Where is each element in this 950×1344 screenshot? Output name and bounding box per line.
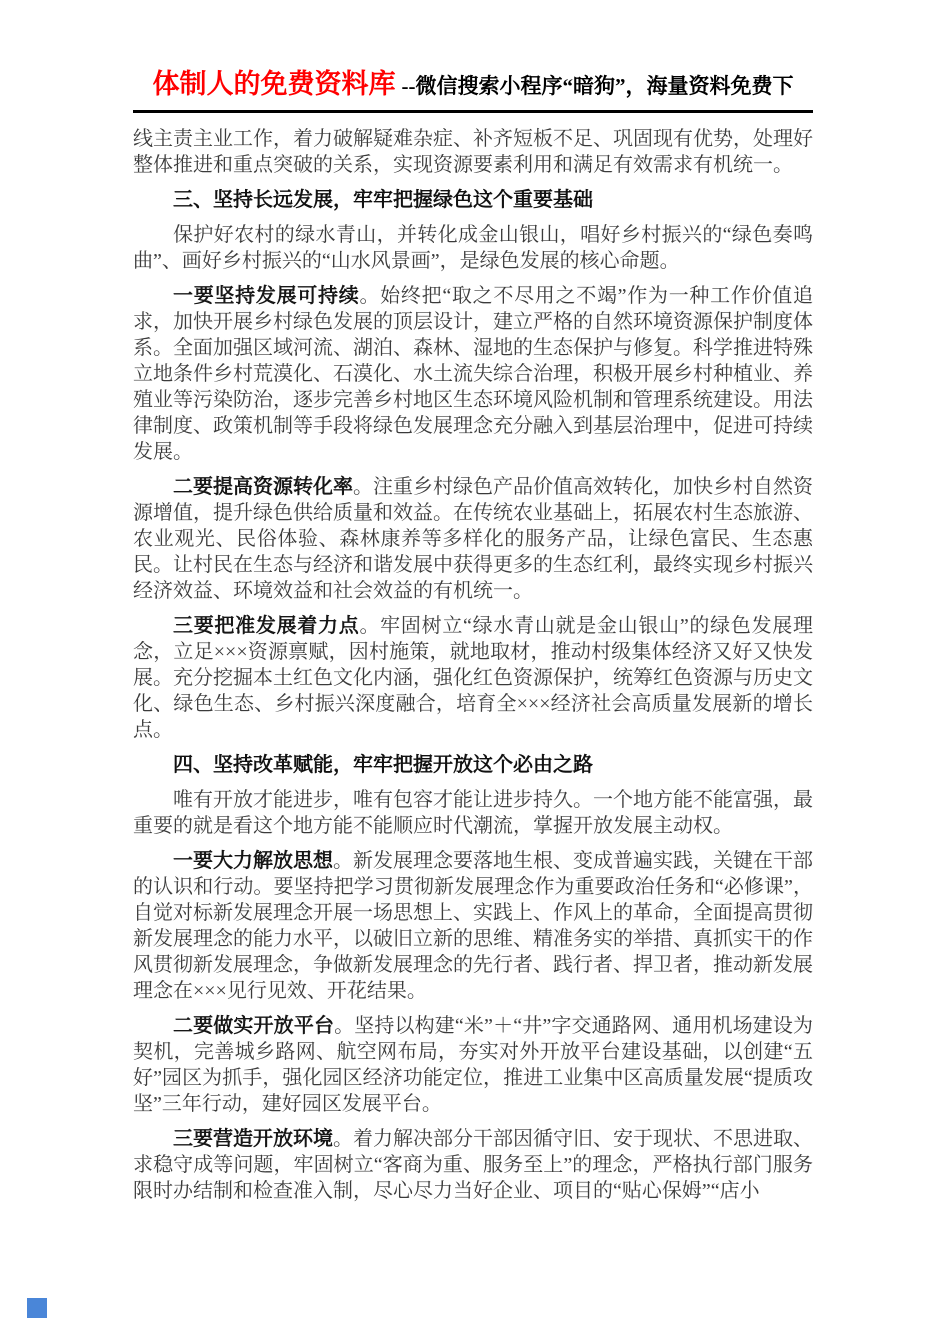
paragraph-text: 。注重乡村绿色产品价值高效转化，加快乡村自然资源增值，提升绿色供给质量和效益。在传统农业基础上，拓展农村生态旅游、农业观光、民俗体验、森林康养等多样化的服务产品，让绿色富民、生态惠民。让村民在生态与经济和谐发展中获得更多的生态红利，最终实现乡村振兴经济效益、环境效益和社会效益的有机统一。: [133, 476, 813, 602]
paragraph: [133, 1126, 813, 1204]
paragraph-lead: 二要提高资源转化率: [173, 476, 353, 498]
paragraph-text: 线主责主业工作，着力破解疑难杂症、补齐短板不足、巩固现有优势，处理好整体推进和重点突破的关系，实现资源要素利用和满足有效需求有机统一。: [133, 128, 813, 176]
paragraph: [133, 613, 813, 743]
paragraph: [133, 222, 813, 274]
paragraph-text: 。始终把“取之不尽用之不竭”作为一种工作价值追求，加快开展乡村绿色发展的顶层设计，建立严格的自然环境资源保护制度体系。全面加强区域河流、湖泊、森林、湿地的生态保护与修复。科学推进特殊立地条件乡村荒漠化、石漠化、水土流失综合治理，积极开展乡村种植业、养殖业等污染防治，逐步完善乡村地区生态环境风险机制和管理系统建设。用法律制度、政策机制等手段将绿色发展理念充分融入到基层治理中，促进可持续发展。: [133, 285, 814, 463]
paragraph: [133, 474, 813, 604]
corner-marker: [27, 1298, 47, 1318]
paragraph-text: 。着力解决部分干部因循守旧、安于现状、不思进取、求稳守成等问题，牢固树立“客商为重、服务至上”的理念，严格执行部门服务限时办结制和检查准入制，尽心尽力当好企业、项目的“贴心保姆”“店小: [133, 1128, 813, 1202]
document-page: [133, 0, 813, 1344]
paragraph-continuation: [133, 126, 813, 178]
document-body: [133, 113, 813, 1204]
paragraph-text: 。牢固树立“绿水青山就是金山银山”的绿色发展理念，立足×××资源禀赋，因村施策，就地取材，推动村级集体经济又好又快发展。充分挖掘本土红色文化内涵，强化红色资源保护，统筹红色资源与历史文化、绿色生态、乡村振兴深度融合，培育全×××经济社会高质量发展新的增长点。: [133, 615, 814, 741]
paragraph-text: 。新发展理念要落地生根、变成普遍实践，关键在干部的认识和行动。要坚持把学习贯彻新发展理念作为重要政治任务和“必修课”，自觉对标新发展理念开展一场思想上、实践上、作风上的革命，全面提高贯彻新发展理念的能力水平，以破旧立新的思维、精准务实的举措、真抓实干的作风贯彻新发展理念，争做新发展理念的先行者、践行者、捍卫者，推动新发展理念在×××见行见效、开花结果。: [133, 850, 813, 1002]
paragraph: [133, 1013, 813, 1117]
section-heading-4: [133, 752, 813, 778]
heading-text: 四、坚持改革赋能，牢牢把握开放这个必由之路: [173, 754, 593, 776]
paragraph-lead: 二要做实开放平台: [173, 1015, 335, 1037]
paragraph-text: 保护好农村的绿水青山，并转化成金山银山，唱好乡村振兴的“绿色奏鸣曲”、画好乡村振兴的“山水风景画”，是绿色发展的核心命题。: [133, 224, 813, 272]
paragraph-lead: 三要把准发展着力点: [173, 615, 360, 637]
paragraph-lead: 一要坚持发展可持续: [173, 285, 360, 307]
section-heading-3: [133, 187, 813, 213]
paragraph-lead: 一要大力解放思想: [173, 850, 333, 872]
paragraph-text: 唯有开放才能进步，唯有包容才能让进步持久。一个地方能不能富强，最重要的就是看这个地方能不能顺应时代潮流，掌握开放发展主动权。: [133, 789, 813, 837]
heading-text: 三、坚持长远发展，牢牢把握绿色这个重要基础: [173, 189, 593, 211]
paragraph-text: 。坚持以构建“米”＋“井”字交通路网、通用机场建设为契机，完善城乡路网、航空网布局，夯实对外开放平台建设基础，以创建“五好”园区为抓手，强化园区经济功能定位，推进工业集中区高质量发展“提质攻坚”三年行动，建好园区发展平台。: [133, 1015, 813, 1115]
page-header: [133, 0, 813, 113]
site-brand: 体制人的免费资料库: [152, 69, 396, 99]
paragraph-lead: 三要营造开放环境: [173, 1128, 333, 1150]
paragraph: [133, 848, 813, 1004]
paragraph: [133, 787, 813, 839]
site-tagline: --微信搜索小程序“暗狗”，海量资料免费下: [401, 74, 794, 98]
paragraph: [133, 283, 813, 465]
